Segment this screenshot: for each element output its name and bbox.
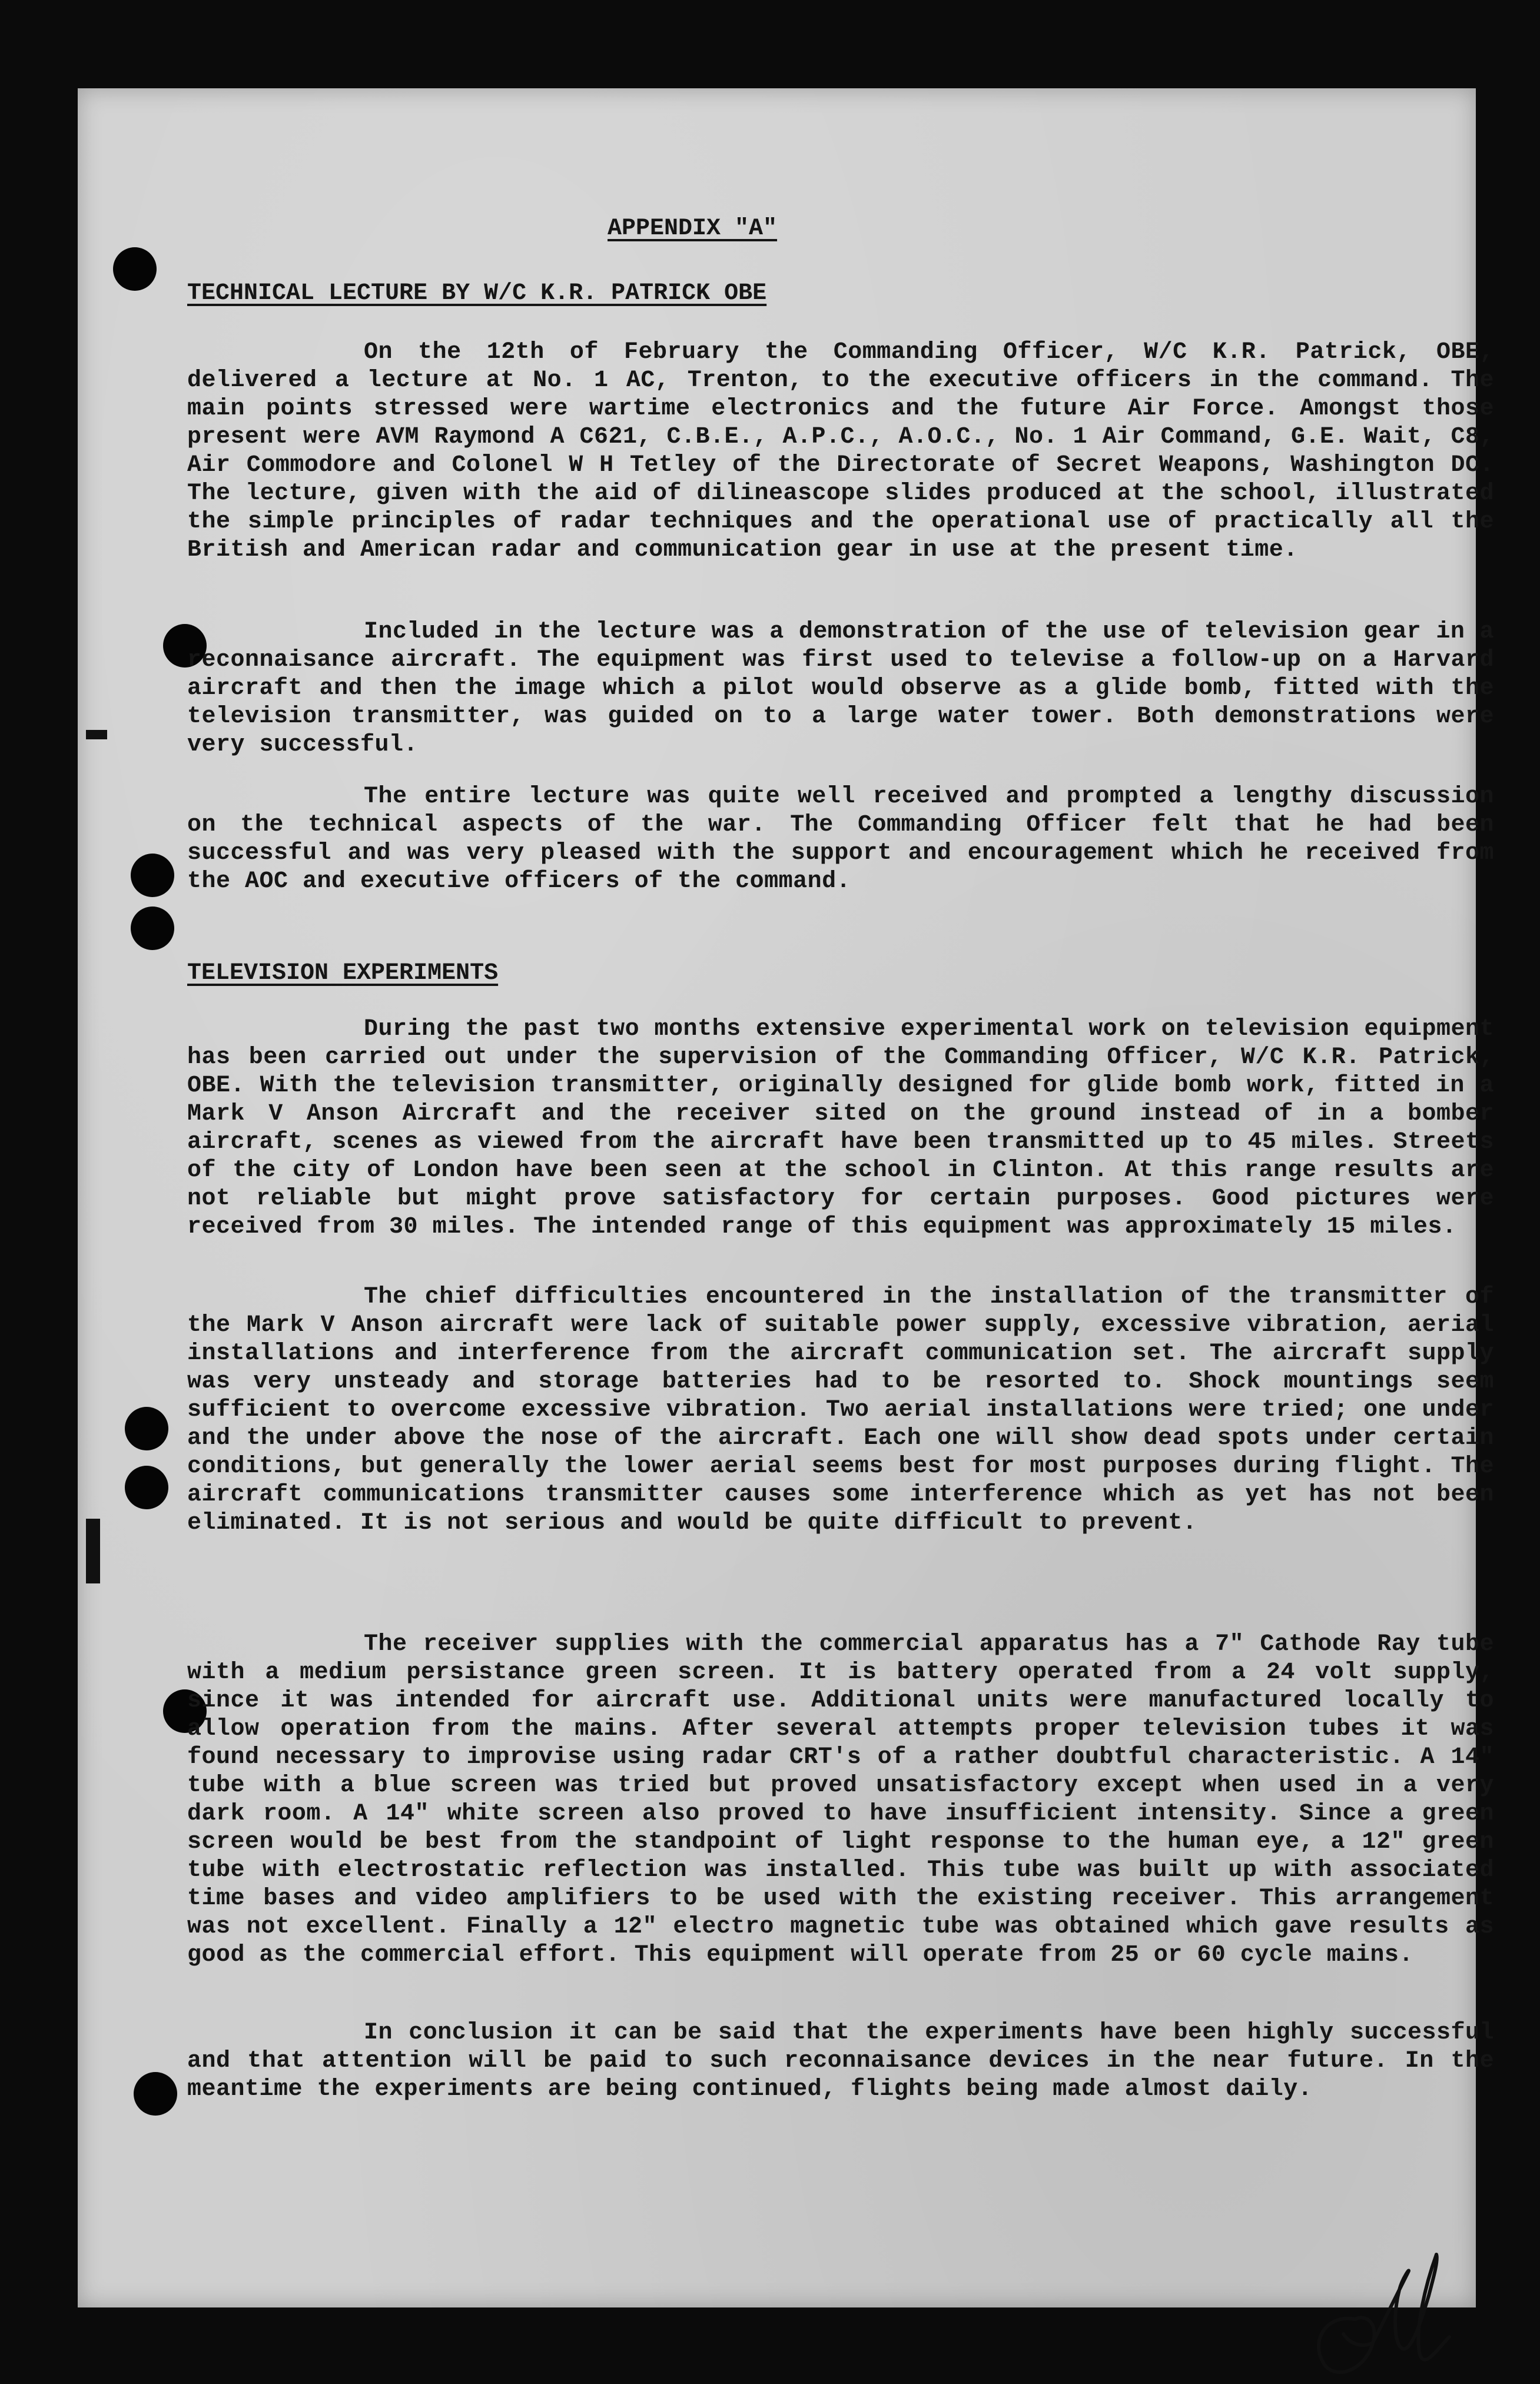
edge-mark: [86, 1519, 100, 1583]
edge-mark: [86, 730, 107, 739]
section-heading-lecture: TECHNICAL LECTURE BY W/C K.R. PATRICK OBE: [187, 280, 767, 307]
punch-hole: [131, 854, 174, 897]
appendix-title: APPENDIX "A": [608, 215, 778, 242]
punch-hole: [125, 1407, 168, 1450]
paragraph: On the 12th of February the Commanding Officer, W/C K.R. Patrick, OBE, delivered a lecture at No. 1 AC, Trenton, to the executive officers in the command. The main points stressed were wartime electronics and the future Air Force. Amongst those present were AVM Raymond A C621, C.B.E., A.P.C., A.O.C., No. 1 Air Command, G.E. Wait, C8, Air Commodore and Colonel W H Tetley of the Directorate of Secret Weapons, Washington DC. The lecture, given with the aid of dilineascope slides produced at the school, illustrated the simple principles of radar techniques and the operational use of practically all the British and American radar and communication gear in use at the present time.: [187, 339, 1509, 563]
signature: [1285, 2231, 1455, 2384]
punch-hole: [113, 247, 157, 291]
paragraph: The chief difficulties encountered in the installation of the transmitter of the Mark V Anson aircraft were lack of suitable power supply, excessive vibration, aerial installations and interference from the aircraft communication set. The aircraft supply was very unsteady and storage batteries had to be resorted to. Shock mountings seem sufficient to overcome excessive vibration. Two aerial installations were tried; one under and the under above the nose of the aircraft. Each one will show dead spots under certain conditions, but generally the lower aerial seems best for most purposes during flight. The aircraft communications transmitter causes some interference which as yet has not been eliminated. It is not serious and would be quite difficult to prevent.: [187, 1284, 1509, 1536]
document-page: [78, 88, 1509, 2307]
punch-hole: [134, 2072, 177, 2116]
punch-hole: [125, 1466, 168, 1509]
paragraph: During the past two months extensive experimental work on television equipment has been carried out under the supervision of the Commanding Officer, W/C K.R. Patrick, OBE. With the television transmitter, originally designed for glide bomb work, fitted in a Mark V Anson Aircraft and the receiver sited on the ground instead of in a bomber aircraft, scenes as viewed from the aircraft have been transmitted up to 45 miles. Streets of the city of London have been seen at the school in Clinton. At this range results are not reliable but might prove satisfactory for certain purposes. Good pictures were received from 30 miles. The intended range of this equipment was approximately 15 miles.: [187, 1016, 1509, 1240]
punch-hole: [131, 907, 174, 950]
paragraph: Included in the lecture was a demonstration of the use of television gear in a reconnaisance aircraft. The equipment was first used to televise a follow-up on a Harvard aircraft and then the image which a pilot would observe as a glide bomb, fitted with the television transmitter, was guided on to a large water tower. Both demonstrations were very successful.: [187, 619, 1509, 758]
paragraph: The receiver supplies with the commercial apparatus has a 7" Cathode Ray tube with a medium persistance green screen. It is battery operated from a 24 volt supply, since it was intended for aircraft use. Additional units were manufactured locally to allow operation from the mains. After several attempts proper television tubes it was found necessary to improvise using radar CRT's of a rather doubtful characteristic. A 14" tube with a blue screen was tried but proved unsatisfactory except when used in a very dark room. A 14" white screen also proved to have insufficient intensity. Since a green screen would be best from the standpoint of light response to the human eye, a 12" green tube with electrostatic reflection was installed. This tube was built up with associated time bases and video amplifiers to be used with the existing receiver. This arrangement was not excellent. Finally a 12" electro magnetic tube was obtained which gave results as good as the commercial effort. This equipment will operate from 25 or 60 cycle mains.: [187, 1631, 1509, 1968]
paragraph: The entire lecture was quite well received and prompted a lengthy discussion on the technical aspects of the war. The Commanding Officer felt that he had been successful and was very pleased with the support and encouragement which he received from the AOC and executive officers of the command.: [187, 783, 1509, 895]
paragraph: In conclusion it can be said that the experiments have been highly successful and that attention will be paid to such reconnaisance devices in the near future. In the meantime the experiments are being continued, flights being made almost daily.: [187, 2020, 1509, 2103]
section-heading-television: TELEVISION EXPERIMENTS: [187, 960, 499, 987]
